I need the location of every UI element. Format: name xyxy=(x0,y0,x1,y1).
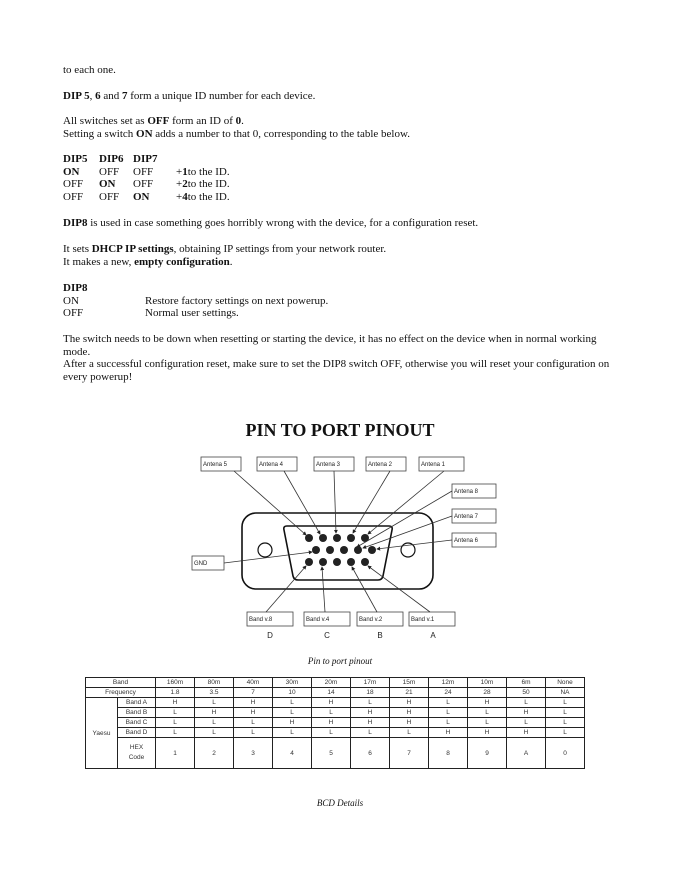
bcd-cell: H xyxy=(195,708,234,718)
add-number: 1 xyxy=(182,165,188,178)
hex-cell: 0 xyxy=(546,738,585,769)
pin xyxy=(333,534,341,542)
band-letter-a: A xyxy=(430,631,436,640)
leader-antena2 xyxy=(353,471,390,533)
pinout-diagram xyxy=(0,450,680,650)
band-cell: 160m xyxy=(156,678,195,688)
dhcp-text-b: , obtaining IP settings from your network router. xyxy=(173,243,387,255)
id-add xyxy=(176,166,230,179)
antena8-label: Antena 8 xyxy=(454,489,479,495)
band-cell: 12m xyxy=(429,678,468,688)
table-row xyxy=(86,678,585,688)
dip-cell: OFF xyxy=(63,178,84,190)
leader-antena4 xyxy=(284,471,320,534)
bcd-cell: L xyxy=(429,708,468,718)
switch-down-text: The switch needs to be down when resetting or starting the device, it has no effect on the device when in normal working mode. xyxy=(63,333,597,358)
table-row xyxy=(63,166,230,179)
band-cell: None xyxy=(546,678,585,688)
bcd-cell: L xyxy=(156,718,195,728)
paragraph-dip8 xyxy=(63,217,623,230)
plus-sign: + xyxy=(176,165,183,178)
dip5-header: DIP5 xyxy=(63,153,88,165)
bcd-cell: H xyxy=(429,728,468,738)
bcd-cell: L xyxy=(273,708,312,718)
bcd-cell: H xyxy=(390,708,429,718)
bcd-cell: H xyxy=(390,698,429,708)
table-row xyxy=(63,191,230,204)
band-row-name: Band C xyxy=(118,718,156,728)
bcd-cell: H xyxy=(507,728,546,738)
band-cell: 30m xyxy=(273,678,312,688)
pinout-caption: Pin to port pinout xyxy=(307,656,373,666)
frequency-cell: 50 xyxy=(507,688,546,698)
bcd-cell: L xyxy=(234,718,273,728)
hex-label-2: Code xyxy=(128,754,145,761)
all-off-text-b: form an ID of xyxy=(169,115,236,127)
pin xyxy=(354,546,362,554)
dip7-bold: 7 xyxy=(121,90,128,102)
sep-text: , xyxy=(89,90,96,102)
empty-text-b: . xyxy=(229,255,233,268)
bcd-cell: H xyxy=(156,698,195,708)
dip8-key: ON xyxy=(63,294,79,307)
frequency-cell: 21 xyxy=(390,688,429,698)
dip6-bold: 6 xyxy=(95,90,101,102)
band-letter-c: C xyxy=(324,631,330,640)
band-row-name: Band A xyxy=(118,698,156,708)
pin xyxy=(333,558,341,566)
pin-row-top xyxy=(305,534,369,542)
table-row xyxy=(63,307,328,320)
antena5-label: Antena 5 xyxy=(203,462,228,468)
hex-cell: 7 xyxy=(390,738,429,769)
after-reset-text: After a successful configuration reset, make sure to set the DIP8 switch OFF, otherwise you will reset your configuration on every powerup! xyxy=(63,358,610,383)
paragraph-dip-id xyxy=(63,90,623,103)
pin xyxy=(368,546,376,554)
pinout-heading: PIN TO PORT PINOUT xyxy=(245,420,435,440)
table-row xyxy=(86,718,585,728)
frequency-cell: 14 xyxy=(312,688,351,698)
pin xyxy=(361,558,369,566)
zero-bold: 0 xyxy=(235,115,242,127)
dip-id-text: form a unique ID number for each device. xyxy=(127,90,316,102)
pin xyxy=(319,534,327,542)
hex-cell: 4 xyxy=(273,738,312,769)
hex-cell: 2 xyxy=(195,738,234,769)
hex-label-1: HEX xyxy=(129,744,144,751)
setting-text-a: Setting a switch xyxy=(63,127,137,140)
pin xyxy=(319,558,327,566)
dip8-table xyxy=(63,282,328,320)
bcd-cell: L xyxy=(156,728,195,738)
band-cell: 17m xyxy=(351,678,390,688)
and-text: and xyxy=(100,90,122,102)
pin xyxy=(305,534,313,542)
dhcp-bold: DHCP IP settings xyxy=(91,243,174,255)
frequency-header: Frequency xyxy=(86,688,156,698)
bcd-cell: H xyxy=(507,708,546,718)
bcd-table xyxy=(85,677,585,769)
bcd-cell: L xyxy=(273,728,312,738)
plus-sign: + xyxy=(176,190,183,203)
band-row-name: Band D xyxy=(118,728,156,738)
bcd-cell: L xyxy=(429,718,468,728)
paragraph-intro xyxy=(63,64,623,77)
frequency-cell: NA xyxy=(546,688,585,698)
frequency-cell: 7 xyxy=(234,688,273,698)
bcd-cell: H xyxy=(273,718,312,728)
on-bold: ON xyxy=(136,127,153,140)
dip8-bold: DIP8 xyxy=(63,217,88,229)
yaesu-label: Yaesu xyxy=(86,698,118,769)
dip-cell: ON xyxy=(63,165,80,178)
antena2-label: Antena 2 xyxy=(368,462,393,468)
bcd-cell: L xyxy=(234,728,273,738)
bcd-cell: L xyxy=(546,698,585,708)
band-cell: 10m xyxy=(468,678,507,688)
add-suffix: to the ID. xyxy=(187,178,230,190)
empty-bold: empty configuration xyxy=(134,255,230,268)
bcd-cell: L xyxy=(195,698,234,708)
hex-cell: A xyxy=(507,738,546,769)
dip5-bold: DIP 5 xyxy=(63,90,90,102)
hex-cell: 5 xyxy=(312,738,351,769)
add-suffix: to the ID. xyxy=(187,165,230,178)
id-add xyxy=(176,178,230,191)
hex-code-label xyxy=(118,738,156,769)
bcd-cell: L xyxy=(507,718,546,728)
dhcp-text-a: It sets xyxy=(63,243,92,255)
pin xyxy=(305,558,313,566)
dip7-header: DIP7 xyxy=(133,153,158,165)
dip8-text: is used in case something goes horribly wrong with the device, for a configuration reset. xyxy=(87,217,479,229)
table-row xyxy=(63,295,328,308)
id-add xyxy=(176,191,230,204)
dip8-header: DIP8 xyxy=(63,282,88,294)
bcd-cell: H xyxy=(468,728,507,738)
dip-cell: ON xyxy=(133,190,150,203)
bcd-cell: H xyxy=(390,718,429,728)
bcd-cell: H xyxy=(234,698,273,708)
paragraph-dhcp xyxy=(63,243,623,268)
dip8-key: OFF xyxy=(63,307,84,319)
bcd-cell: L xyxy=(546,728,585,738)
table-row xyxy=(86,708,585,718)
bcd-cell: L xyxy=(351,728,390,738)
band-letter-d: D xyxy=(267,631,273,640)
band-cell: 6m xyxy=(507,678,546,688)
hex-cell: 3 xyxy=(234,738,273,769)
intro-text: to each one. xyxy=(63,64,116,76)
bcd-cell: L xyxy=(312,728,351,738)
frequency-cell: 24 xyxy=(429,688,468,698)
bcd-cell: H xyxy=(468,698,507,708)
bcd-cell: L xyxy=(546,708,585,718)
bcd-cell: L xyxy=(507,698,546,708)
dip-table-header xyxy=(63,153,230,166)
gnd-label: GND xyxy=(194,561,208,567)
off-bold: OFF xyxy=(147,115,170,127)
bcd-cell: H xyxy=(234,708,273,718)
bcd-cell: L xyxy=(390,728,429,738)
band-v8-label: Band v.8 xyxy=(249,617,273,623)
dip-cell: OFF xyxy=(99,165,120,178)
dip-cell: OFF xyxy=(133,165,154,178)
band-cell: 80m xyxy=(195,678,234,688)
hex-cell: 9 xyxy=(468,738,507,769)
hex-cell: 6 xyxy=(351,738,390,769)
leader-antena5 xyxy=(234,471,306,535)
band-v2-label: Band v.2 xyxy=(359,617,383,623)
band-v1-label: Band v.1 xyxy=(411,617,435,623)
dip8-desc: Restore factory settings on next powerup. xyxy=(145,294,329,307)
bcd-cell: L xyxy=(468,718,507,728)
add-number: 2 xyxy=(182,178,188,190)
table-row xyxy=(63,178,230,191)
paragraph-all-off xyxy=(63,115,623,140)
bcd-cell: L xyxy=(312,708,351,718)
band-letter-b: B xyxy=(377,631,383,640)
dip-cell: ON xyxy=(99,178,116,190)
band-header: Band xyxy=(86,678,156,688)
pin xyxy=(312,546,320,554)
frequency-cell: 3.5 xyxy=(195,688,234,698)
bcd-cell: L xyxy=(351,698,390,708)
leader-gnd xyxy=(224,552,312,563)
antena1-label: Antena 1 xyxy=(421,462,446,468)
frequency-cell: 28 xyxy=(468,688,507,698)
antena3-label: Antena 3 xyxy=(316,462,341,468)
connector-shell xyxy=(242,513,433,589)
bcd-cell: L xyxy=(156,708,195,718)
add-number: 4 xyxy=(182,190,188,203)
band-cell: 15m xyxy=(390,678,429,688)
bcd-cell: L xyxy=(195,718,234,728)
pin xyxy=(326,546,334,554)
bcd-cell: L xyxy=(468,708,507,718)
empty-text-a: It makes a new, xyxy=(63,255,135,268)
antena4-label: Antena 4 xyxy=(259,462,284,468)
mount-hole-left xyxy=(258,543,272,557)
bcd-cell: H xyxy=(312,698,351,708)
table-row xyxy=(86,728,585,738)
add-suffix: to the ID. xyxy=(187,190,230,203)
band-cell: 20m xyxy=(312,678,351,688)
bcd-caption: BCD Details xyxy=(316,798,364,808)
dip-cell: OFF xyxy=(133,178,154,190)
plus-sign: + xyxy=(176,178,183,190)
band-cell: 40m xyxy=(234,678,273,688)
bcd-cell: L xyxy=(429,698,468,708)
bcd-cell: L xyxy=(546,718,585,728)
pin-row-bottom xyxy=(305,558,369,566)
band-row-name: Band B xyxy=(118,708,156,718)
bcd-cell: L xyxy=(273,698,312,708)
hex-cell: 8 xyxy=(429,738,468,769)
pin xyxy=(340,546,348,554)
hex-cell: 1 xyxy=(156,738,195,769)
all-off-text-a: All switches set as xyxy=(63,115,148,127)
frequency-cell: 18 xyxy=(351,688,390,698)
bcd-cell: H xyxy=(312,718,351,728)
pin xyxy=(347,534,355,542)
frequency-cell: 1.8 xyxy=(156,688,195,698)
dip8-desc: Normal user settings. xyxy=(145,307,239,319)
bcd-cell: H xyxy=(351,708,390,718)
bcd-cell: L xyxy=(195,728,234,738)
all-off-text-c: . xyxy=(241,115,244,127)
pin xyxy=(347,558,355,566)
dip6-header: DIP6 xyxy=(99,153,124,165)
dip-cell: OFF xyxy=(63,190,84,203)
table-row xyxy=(86,688,585,698)
leader-antena3 xyxy=(334,471,336,533)
bcd-cell: H xyxy=(351,718,390,728)
band-v4-label: Band v.4 xyxy=(306,617,330,623)
setting-text-b: adds a number to that 0, corresponding to the table below. xyxy=(152,127,410,140)
antena6-label: Antena 6 xyxy=(454,538,479,544)
leader-antena8 xyxy=(357,491,452,547)
antena7-label: Antena 7 xyxy=(454,514,479,520)
dip-cell: OFF xyxy=(99,190,120,203)
paragraph-switch-down xyxy=(63,333,623,383)
table-row xyxy=(86,698,585,708)
frequency-cell: 10 xyxy=(273,688,312,698)
table-row xyxy=(86,738,585,769)
dip-id-table xyxy=(63,153,230,203)
